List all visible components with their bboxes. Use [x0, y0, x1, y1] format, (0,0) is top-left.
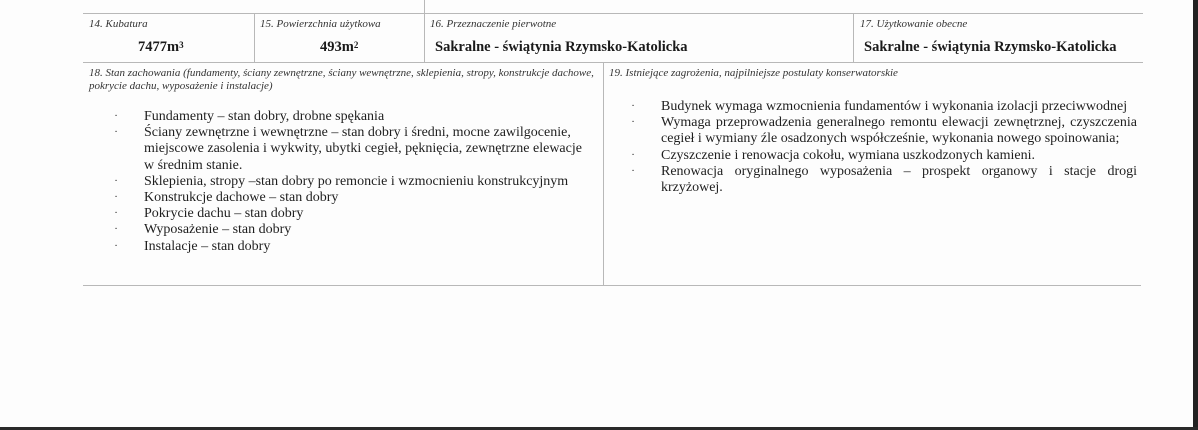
kubatura-number: 7477m [138, 39, 180, 55]
uzytkowanie-value: Sakralne - świątynia Rzymsko-Katolicka [864, 39, 1117, 55]
bullet-icon: · [114, 127, 118, 139]
bullet-icon: · [631, 165, 635, 177]
uzytkowanie-label: 17. Użytkowanie obecne [860, 18, 968, 30]
bullet-icon: · [114, 111, 118, 122]
list-item: · Renowacja oryginalnego wyposażenia – prospekt organowy i stacje drogi krzyżowej. [627, 164, 1137, 196]
list-item: · Budynek wymaga wzmocnienia fundamentów i wykonania izolacji przeciwwodnej [627, 99, 1137, 115]
list-item: · Konstrukcje dachowe – stan dobry [110, 190, 592, 206]
list-item: · Wymaga przeprowadzenia generalnego remontu elewacji zewnętrznej, czyszczenia cegieł i wymiany źle osadzonych współcześnie, wykonania nowego spoinowania; [627, 115, 1137, 147]
stan-zachowania-label: 18. Stan zachowania (fundamenty, ściany zewnętrzne, ściany wewnętrzne, sklepienia, stropy, konstrukcje dachowe, pokrycie dachu, wyposażenie i instalacje) [89, 67, 594, 92]
row2-divider [603, 62, 604, 285]
stan-zachowania-list [110, 109, 592, 255]
row1-divider-1 [254, 13, 255, 62]
powierzchnia-unit-exponent: 2 [353, 40, 359, 50]
list-item: · Pokrycie dachu – stan dobry [110, 206, 592, 222]
kubatura-unit-exponent: 3 [179, 40, 184, 50]
row1-top-border [83, 13, 1143, 14]
row1-divider-2 [424, 13, 425, 62]
list-item: · Instalacje – stan dobry [110, 239, 592, 255]
bullet-icon: · [631, 149, 635, 161]
zagrozenia-label: 19. Istniejące zagrożenia, najpilniejsze postulaty konserwatorskie [609, 67, 898, 79]
divider-prev-row [424, 0, 425, 13]
kubatura-label: 14. Kubatura [89, 18, 148, 30]
bullet-icon: · [631, 117, 635, 129]
przeznaczenie-value: Sakralne - świątynia Rzymsko-Katolicka [435, 39, 688, 55]
list-item: · Wyposażenie – stan dobry [110, 222, 592, 238]
powierzchnia-label: 15. Powierzchnia użytkowa [260, 18, 381, 30]
kubatura-value [138, 39, 184, 56]
bullet-icon: · [114, 175, 118, 187]
bullet-icon: · [114, 240, 118, 252]
list-item: · Ściany zewnętrzne i wewnętrzne – stan dobry i średni, mocne zawilgocenie, miejscowe zasolenia i wykwity, ubytki cegieł, pęknięcia, zewnętrzne elewacje w średnim stanie. [110, 125, 592, 174]
bullet-icon: · [631, 101, 635, 112]
powierzchnia-value [320, 39, 358, 56]
zagrozenia-list [627, 99, 1137, 196]
list-item: · Sklepienia, stropy –stan dobry po remoncie i wzmocnieniu konstrukcyjnym [110, 174, 592, 190]
row2-bottom-border [83, 285, 1141, 286]
row1-bottom-border [83, 62, 1143, 63]
bullet-icon: · [114, 224, 118, 236]
list-item: · Fundamenty – stan dobry, drobne spękania [110, 109, 592, 125]
list-item: · Czyszczenie i renowacja cokołu, wymiana uszkodzonych kamieni. [627, 148, 1137, 164]
row1-divider-3 [853, 13, 854, 62]
bullet-icon: · [114, 192, 118, 204]
powierzchnia-number: 493m [320, 39, 354, 55]
bullet-icon: · [114, 208, 118, 220]
przeznaczenie-label: 16. Przeznaczenie pierwotne [430, 18, 557, 30]
scan-edge-right [1193, 0, 1198, 430]
